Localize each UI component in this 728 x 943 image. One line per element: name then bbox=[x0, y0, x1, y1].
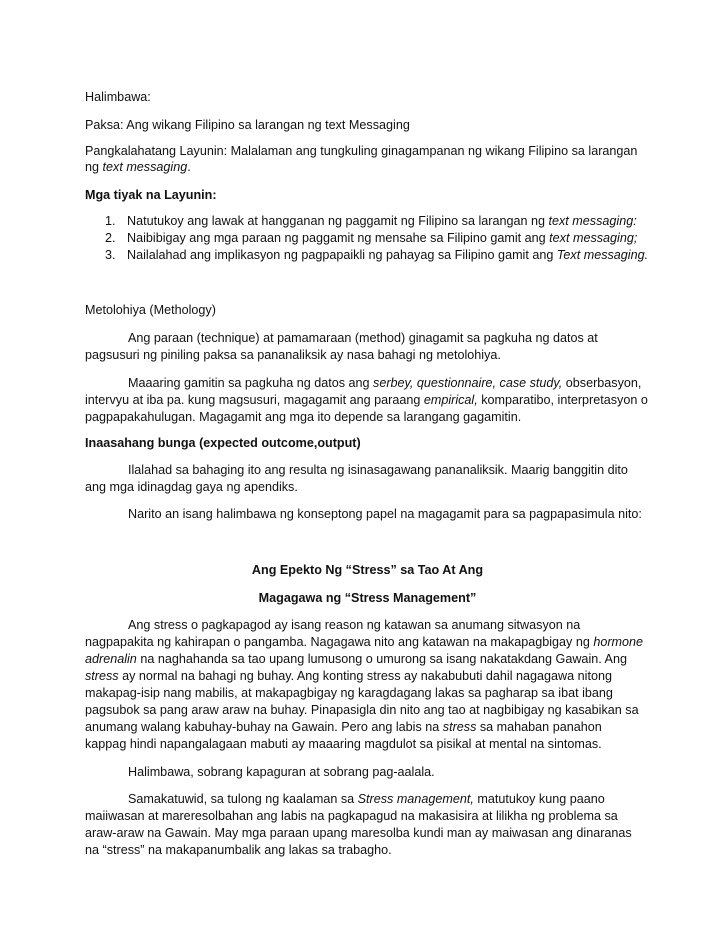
expected-paragraph-2 bbox=[85, 506, 650, 522]
methodology-p2-b: obserbasyon, intervyu at iba pa. kung magsusuri, magagamit ang paraang bbox=[85, 376, 642, 407]
objective-item bbox=[105, 247, 665, 263]
objective-text: Natutukoy ang lawak at hangganan ng paggamit ng Filipino sa larangan ng bbox=[127, 214, 549, 228]
essay-title-line-1: Ang Epekto Ng “Stress” sa Tao At Ang bbox=[251, 563, 484, 577]
objective-number: 3. bbox=[105, 248, 116, 262]
objective-italic: Text messaging. bbox=[556, 248, 649, 262]
essay-p1-b: na naghahanda sa tao upang lumusong o umurong sa isang nakatakdang Gawain. Ang bbox=[136, 652, 627, 666]
example-label: Halimbawa: bbox=[85, 90, 151, 104]
essay-p1-a: Ang stress o pagkapagod ay isang reason ng katawan sa anumang sitwasyon na nagpapakita ng kahirapan o pangamba. Nagagawa nito ang katawan na makapagbigay ng bbox=[85, 618, 594, 649]
essay-title-line-2: Magagawa ng “Stress Management” bbox=[258, 591, 477, 605]
essay-p1-d: sa mahaban panahon kappag hindi napangalagaan mabuti ay maaaring magdulot sa pisikal at mental na sintomas. bbox=[85, 720, 602, 751]
general-objective-italic: text messaging bbox=[102, 160, 188, 174]
methodology-p2-italic-1: serbey, questionnaire, case study, bbox=[373, 376, 563, 390]
general-objective bbox=[85, 143, 645, 175]
objective-number: 2. bbox=[105, 231, 116, 245]
essay-p2-text: Halimbawa, sobrang kapaguran at sobrang pag-aalala. bbox=[128, 765, 435, 779]
essay-paragraph-1 bbox=[85, 617, 645, 753]
methodology-paragraph-1 bbox=[85, 330, 650, 364]
methodology-p2-c: komparatibo, interpretasyon o pagpapakahulugan. Magagamit ang mga ito depende sa larangang gagamitin. bbox=[85, 393, 648, 424]
methodology-paragraph-2 bbox=[85, 375, 650, 426]
expected-p2-text: Narito an isang halimbawa ng konseptong papel na magagamit para sa pagpapasimula nito: bbox=[128, 507, 642, 521]
essay-paragraph-3 bbox=[85, 791, 645, 859]
expected-paragraph-1 bbox=[85, 462, 650, 496]
essay-p1-italic-3: stress bbox=[442, 720, 477, 734]
specific-objectives-heading: Mga tiyak na Layunin: bbox=[85, 188, 217, 202]
objective-italic: text messaging: bbox=[548, 214, 637, 228]
essay-p1-italic-2: stress bbox=[85, 669, 119, 683]
objective-italic: text messaging; bbox=[549, 231, 638, 245]
objective-text: Nailalahad ang implikasyon ng pagpapaikli ng pahayag sa Filipino gamit ang bbox=[127, 248, 557, 262]
essay-p1-italic-1: hormone adrenalin bbox=[85, 635, 644, 666]
general-objective-text: Pangkalahatang Layunin: Malalaman ang tungkuling ginagampanan ng wikang Filipino sa larangan ng bbox=[85, 144, 638, 174]
methodology-p2-italic-2: empirical, bbox=[423, 393, 478, 407]
essay-p3-b: matutukoy kung paano maiiwasan at mareresolbahan ang labis na pagkapagud na makasisira at lilikha ng problema sa araw-araw na Gawain. May mga paraan upang maresolba kundi man ay maiwasan ang dinaranas na “stress” na makapanumbalik ang lakas sa trabagho. bbox=[85, 792, 632, 857]
essay-paragraph-2 bbox=[85, 764, 650, 780]
general-objective-end: . bbox=[187, 160, 191, 174]
methodology-heading: Metolohiya (Methology) bbox=[85, 303, 216, 317]
objective-item bbox=[105, 230, 665, 246]
expected-heading: Inaasahang bunga (expected outcome,output) bbox=[85, 436, 361, 450]
objective-number: 1. bbox=[105, 214, 116, 228]
methodology-p2-a: Maaaring gamitin sa pagkuha ng datos ang bbox=[128, 376, 374, 390]
essay-p3-a: Samakatuwid, sa tulong ng kaalaman sa bbox=[128, 792, 358, 806]
objective-text: Naibibigay ang mga paraan ng paggamit ng mensahe sa Filipino gamit ang bbox=[127, 231, 550, 245]
essay-p3-italic: Stress management, bbox=[357, 792, 474, 806]
topic-line: Paksa: Ang wikang Filipino sa larangan ng text Messaging bbox=[85, 118, 410, 132]
methodology-p1-text: Ang paraan (technique) at pamamaraan (method) ginagamit sa pagkuha ng datos at pagsusuri ng piniling paksa sa pananaliksik ay nasa bahagi ng metolohiya. bbox=[85, 331, 598, 362]
expected-p1-text: Ilalahad sa bahaging ito ang resulta ng isinasagawang pananaliksik. Maarig banggitin dito ang mga idinagdag gaya ng apendiks. bbox=[85, 463, 628, 494]
objective-item bbox=[105, 213, 665, 229]
essay-p1-c: ay normal na bahagi ng buhay. Ang konting stress ay nakabubuti dahil nagagawa nitong makapag-isip nang mabilis, at makapagbigay ng karagdagang lakas sa pagharap sa ibat ibang pagsubok sa pang araw araw na buhay. Pinapasigla din nito ang tao at nagbibigay ng kasabikan sa anumang walang kabuhay-buhay na Gawain. Pero ang labis na bbox=[85, 669, 639, 734]
